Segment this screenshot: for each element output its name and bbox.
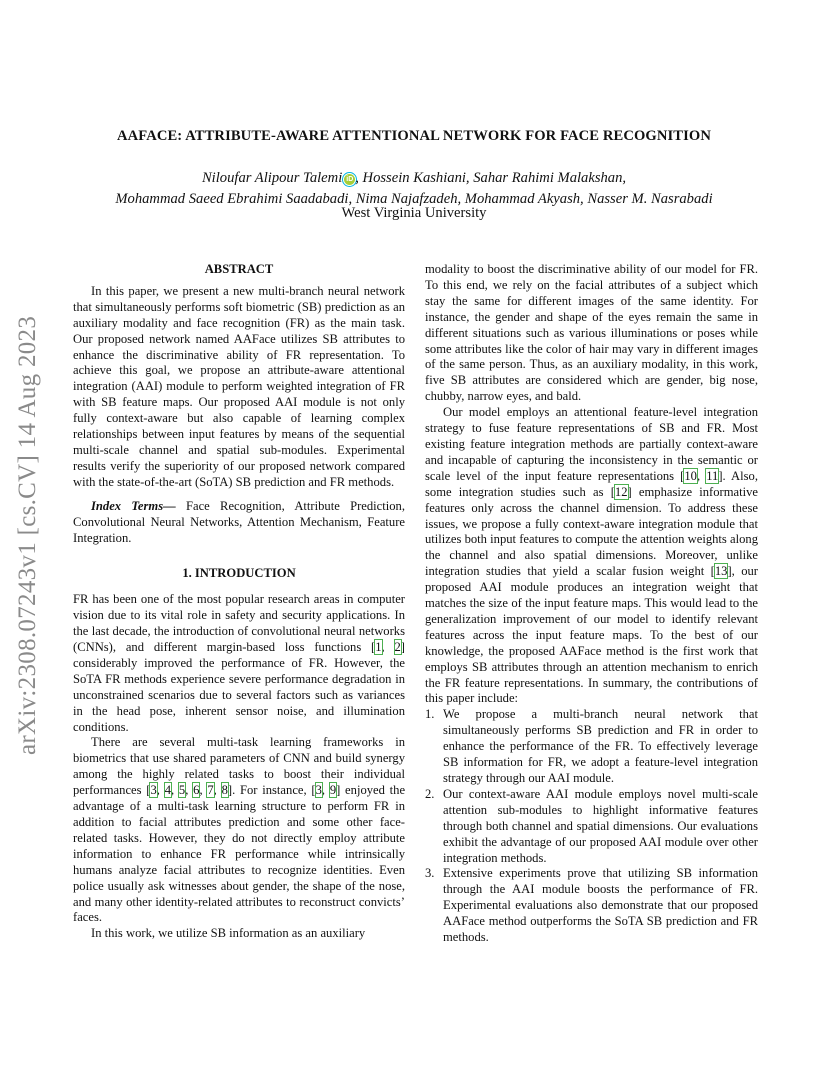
introduction-heading: 1. INTRODUCTION [182,566,296,581]
right-p2-text-c: ] emphasize informative features only across the channel dimension. To address these issues, we propose a fully context-aware integration module that utilizes both input features to compute the attention weights along the channel and also spatial dimensions. Moreover, unlike integration studies that yield a scalar fusion weight [ [425,484,758,579]
citation-link[interactable]: 6 [193,783,200,798]
orcid-icon[interactable]: iD [346,176,354,183]
list-number: 1. [425,707,435,722]
intro-p2-text-c: ] enjoyed the advantage of a multi-task learning structure to perform FR in addition to facial attributes prediction and some other face-related tasks. However, they do not directly employ attribute information to enhance FR performance while intrinsically humans analyze facial attributes to recognize identities. Even police usually ask witnesses about gender, the shape of the nose, and many other identity-related attributes to reconstruct convicts’ faces. [73,783,406,925]
intro-p2-text-a: There are several multi-task learning frameworks in biometrics that use shared parameters of CNN and build synergy among the highly related tasks to boost their individual performances [ [73,735,405,798]
index-terms [73,499,405,547]
intro-p1-text-a: FR has been one of the most popular research areas in computer vision due to its vital role in safety and security applications. In the last decade, the introduction of convolutional neural networks (CNNs), and different margin-based loss functions [ [73,592,405,655]
citation-link[interactable]: 1 [375,640,382,655]
intro-p2-text-b: ]. For instance, [ [227,783,316,798]
index-terms-label: Index Terms— [91,498,176,513]
list-number: 3. [425,866,435,881]
citation-link[interactable]: 12 [614,484,628,499]
citation-link[interactable]: 2 [394,640,401,655]
list-item [425,866,758,946]
citation-link[interactable]: 5 [178,783,186,798]
intro-paragraph-3: In this work, we utilize SB information as an auxiliary [91,926,366,941]
author-line-2: Mohammad Saeed Ebrahimi Saadabadi, Nima Najafzadeh, Mohammad Akyash, Nasser M. Nasrabadi [115,191,713,207]
abstract-text: In this paper, we present a new multi-branch neural network that simultaneously performs soft biometric (SB) prediction as an auxiliary modality and face recognition (FR) as the main task. Our proposed network named AAFace utilizes SB attributes to enhance the discriminative ability of FR representation. To achieve this goal, we propose an attribute-aware attentional integration (AAI) module to perform weighted integration of FR with SB feature maps. Our proposed AAI module is not only fully context-aware but also capable of learning complex relationships between input features by means of the sequential multi-scale channel and spatial sub-modules. Experimental results verify the superiority of our proposed network compared with the state-of-the-art (SoTA) SB prediction and FR methods. [73,283,405,489]
list-item-text: Our context-aware AAI module employs novel multi-scale attention sub-modules to highlight informative features through both channel and spatial dimensions. Our evaluations exhibit the advantage of our proposed AAI module over other integration methods. [443,786,758,865]
citation-link[interactable]: 3 [150,783,157,798]
list-item-text: We propose a multi-branch neural network that simultaneously performs SB prediction and FR in order to enhance the performance of the FR. To effectively leverage SB information for FR, we adopt a feature-level integration strategy through our AAI module. [443,707,758,785]
abstract-heading: ABSTRACT [204,262,274,276]
co-authors-line-1: , Hossein Kashiani, Sahar Rahimi Malakshan, [355,170,627,186]
arxiv-identifier-stamp: arXiv:2308.07243v1 [cs.CV] 14 Aug 2023 [14,315,41,755]
right-paragraph-2: Our model employs an attentional feature-level integration strategy to fuse feature representations of SB and FR. Most existing feature integration methods are partially context-aware and incapable of capturing the inconsistency in the semantic or scale level of the input feature representations [10, 11]. Also, some integration studies such as [12] emphasize informative features only across the channel dimension. To address these issues, we propose a fully context-aware integration module that utilizes both input features to compute the attention weights along the channel and also spatial dimensions. Moreover, unlike integration studies that yield a scalar fusion weight [13], our proposed AAI module produces an integration weight that matches the size of the input feature maps. This would lead to the generalization improvement of our model to identify relevant features across the input feature maps. To the best of our knowledge, the proposed AAFace method is the first work that employs SB attributes through an attention mechanism to enrich the FR feature representations. In summary, the contributions of this paper include: [425,405,759,706]
citation-link[interactable]: 3 [315,783,322,798]
intro-p1-text-b: ] considerably improved the performance of FR. However, the SoTA FR methods experience severe performance degradation in unconstrained scenarios due to several factors such as variances in the head pose, inherent sensor noise, and illumination conditions. [73,640,405,734]
right-p2-text-b: ]. Also, some integration studies such as [ [425,468,758,499]
citation-link[interactable]: 9 [329,783,337,798]
citation-link[interactable]: 13 [714,564,728,579]
first-author: Niloufar Alipour Talemi [201,170,343,186]
intro-paragraph-2: There are several multi-task learning frameworks in biometrics that use shared parameters of CNN and build synergy among the highly related tasks to boost their individual performances [3, 4, 5, 6, 7, 8]. For instance, [3, 9] enjoyed the advantage of a multi-task learning structure to perform FR in addition to facial attributes prediction and some other face-related tasks. However, they do not directly employ attribute information to enhance FR performance while intrinsically humans analyze facial attributes to recognize identities. Even police usually ask witnesses about gender, the shape of the nose, and many other identity-related attributes to reconstruct convicts’ faces. [73,735,406,925]
right-paragraph-1: modality to boost the discriminative ability of our model for FR. To this end, we rely on the facial attributes of a subject which stay the same for different images of the same identity. For instance, the gender and shape of the eyes remain the same in different situations such as various illuminations or poses while some attributes like the color of hair may vary in different images of the same person. Thus, as an auxiliary modality, in this work, five SB attributes are considered which are gender, big nose, chubby, narrow eyes, and bald. [425,262,758,404]
left-column [73,262,405,942]
intro-paragraph-1: FR has been one of the most popular research areas in computer vision due to its vital role in safety and security applications. In the last decade, the introduction of convolutional neural networks (CNNs), and different margin-based loss functions [1, 2] considerably improved the performance of FR. However, the SoTA FR methods experience severe performance degradation in unconstrained scenarios due to several factors such as variances in the head pose, inherent sensor noise, and illumination conditions. [73,592,405,734]
citation-link[interactable]: 10 [684,468,697,483]
author-list [40,168,788,210]
right-p2-text-d: ], our proposed AAI module produces an integration weight that matches the size of the input feature maps. This would lead to the generalization improvement of our model to identify relevant features across the input feature maps. To the best of our knowledge, the proposed AAFace method is the first work that employs SB attributes through an attention mechanism to enrich the FR feature representations. In summary, the contributions of this paper include: [425,564,759,706]
citation-link[interactable]: 8 [221,783,228,798]
citation-link[interactable]: 4 [164,783,171,798]
citation-link[interactable]: 11 [706,468,719,483]
list-number: 2. [425,786,435,801]
author-line-1 [40,168,788,189]
contributions-list [425,707,758,946]
right-p2-text-a: Our model employs an attentional feature-level integration strategy to fuse feature representations of SB and FR. Most existing feature integration methods are partially context-aware and incapable of capturing the inconsistency in the semantic or scale level of the input feature representations [ [425,405,758,483]
citation-link[interactable]: 7 [207,783,214,798]
paper-title: AAFACE: ATTRIBUTE-AWARE ATTENTIONAL NETWORK FOR FACE RECOGNITION [116,128,711,144]
index-terms-text: Face Recognition, Attribute Prediction, Convolutional Neural Networks, Attention Mechanism, Feature Integration. [73,498,406,545]
right-column [425,262,758,946]
list-item [425,707,758,787]
affiliation: West Virginia University [341,205,487,221]
list-item [425,786,758,867]
list-item-text: Extensive experiments prove that utilizing SB information through the AAI module boosts the performance of FR. Experimental evaluations also demonstrate that our proposed AAFace method outperforms the SoTA SB prediction and FR methods. [443,866,758,945]
